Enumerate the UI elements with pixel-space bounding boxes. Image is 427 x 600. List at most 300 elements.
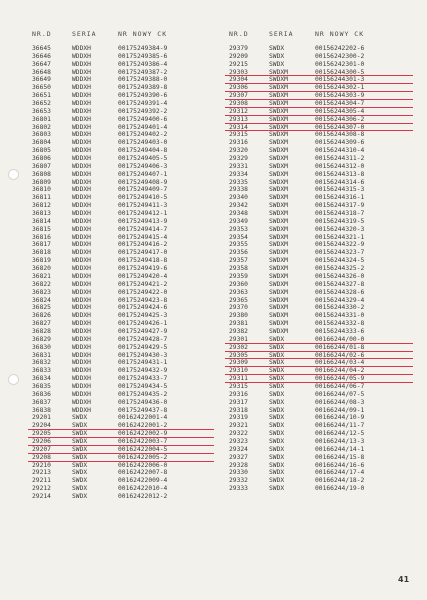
nr-d-cell: 36806 xyxy=(32,155,51,163)
table-row xyxy=(32,249,214,257)
nr-d-cell: 29335 xyxy=(229,178,248,186)
nr-d-cell: 29311 xyxy=(229,375,248,383)
table-row xyxy=(32,430,214,438)
seria-cell: SWDXM xyxy=(269,296,288,304)
nr-d-cell: 29334 xyxy=(229,170,248,178)
nr-nowy-ck-cell: 00162422002-9 xyxy=(118,430,168,438)
nr-nowy-ck-cell: 00156244315-3 xyxy=(315,186,365,194)
seria-cell: SWDX xyxy=(72,445,88,453)
seria-cell: WDDXH xyxy=(72,139,91,147)
seria-cell: SWDX xyxy=(269,406,285,414)
nr-nowy-ck-cell: 00175249430-3 xyxy=(118,351,168,359)
nr-nowy-ck-cell: 00156244317-9 xyxy=(315,202,365,210)
header-nr-nowy-ck: NR NOWY CK xyxy=(118,30,168,38)
nr-nowy-ck-cell: 00175249425-3 xyxy=(118,312,168,320)
seria-cell: WDDXH xyxy=(72,296,91,304)
nr-d-cell: 36837 xyxy=(32,398,51,406)
seria-cell: WDDXH xyxy=(72,100,91,108)
nr-d-cell: 29302 xyxy=(229,343,248,351)
nr-d-cell: 36830 xyxy=(32,343,51,351)
table-row xyxy=(32,367,214,375)
table-row xyxy=(32,352,214,360)
nr-nowy-ck-cell: 00156244307-0 xyxy=(315,123,365,131)
seria-cell: WDDXH xyxy=(72,351,91,359)
nr-nowy-ck-cell: 00175249424-6 xyxy=(118,304,168,312)
nr-d-cell: 29382 xyxy=(229,327,248,335)
table-row xyxy=(32,226,214,234)
nr-d-cell: 29316 xyxy=(229,390,248,398)
nr-d-cell: 36646 xyxy=(32,52,51,60)
seria-cell: SWDX xyxy=(269,414,285,422)
nr-d-cell: 29318 xyxy=(229,406,248,414)
nr-d-cell: 36652 xyxy=(32,100,51,108)
nr-nowy-ck-cell: 00162422006-0 xyxy=(118,461,168,469)
nr-d-cell: 29380 xyxy=(229,312,248,320)
seria-cell: SWDX xyxy=(72,485,88,493)
table-row xyxy=(32,328,214,336)
nr-d-cell: 29323 xyxy=(229,437,248,445)
nr-d-cell: 29212 xyxy=(32,485,51,493)
seria-cell: SWDX xyxy=(72,414,88,422)
table-row xyxy=(229,194,413,202)
seria-cell: SWDX xyxy=(72,422,88,430)
nr-d-cell: 36647 xyxy=(32,60,51,68)
table-row xyxy=(32,407,214,415)
seria-cell: SWDXM xyxy=(269,107,288,115)
table-row xyxy=(32,84,214,92)
nr-nowy-ck-cell: 00156244323-7 xyxy=(315,249,365,257)
nr-d-cell: 36832 xyxy=(32,359,51,367)
column-header xyxy=(32,30,214,42)
seria-cell: WDDXH xyxy=(72,359,91,367)
nr-d-cell: 29206 xyxy=(32,437,51,445)
table-row xyxy=(229,100,413,108)
nr-d-cell: 36645 xyxy=(32,45,51,52)
table-row xyxy=(32,336,214,344)
table-row xyxy=(32,116,214,124)
nr-nowy-ck-cell: 00175249427-9 xyxy=(118,327,168,335)
table-row xyxy=(32,297,214,305)
nr-d-cell: 29209 xyxy=(229,52,248,60)
nr-nowy-ck-cell: 00156242202-6 xyxy=(315,45,365,52)
nr-nowy-ck-cell: 00166244/14-1 xyxy=(315,445,365,453)
seria-cell: WDDXH xyxy=(72,406,91,414)
nr-nowy-ck-cell: 00166244/05-9 xyxy=(315,375,365,383)
table-row xyxy=(32,179,214,187)
nr-nowy-ck-cell: 00175249417-0 xyxy=(118,249,168,257)
seria-cell: WDDXH xyxy=(72,210,91,218)
seria-cell: SWDX xyxy=(72,477,88,485)
nr-nowy-ck-cell: 00156244318-7 xyxy=(315,210,365,218)
seria-cell: SWDXM xyxy=(269,178,288,186)
nr-nowy-ck-cell: 00175249436-0 xyxy=(118,398,168,406)
seria-cell: SWDXM xyxy=(269,115,288,123)
nr-nowy-ck-cell: 00156244321-1 xyxy=(315,233,365,241)
table-row xyxy=(229,477,413,485)
nr-nowy-ck-cell: 00175249391-4 xyxy=(118,100,168,108)
table-row xyxy=(32,375,214,383)
table-row xyxy=(32,202,214,210)
nr-nowy-ck-cell: 00162422005-2 xyxy=(118,453,168,461)
table-row xyxy=(32,312,214,320)
seria-cell: WDDXH xyxy=(72,131,91,139)
nr-d-cell: 36818 xyxy=(32,249,51,257)
nr-d-cell: 36838 xyxy=(32,406,51,414)
nr-d-cell: 29314 xyxy=(229,123,248,131)
table-row xyxy=(32,194,214,202)
seria-cell: WDDXH xyxy=(72,186,91,194)
seria-cell: WDDXH xyxy=(72,390,91,398)
table-row xyxy=(32,108,214,116)
table-row xyxy=(229,375,413,383)
table-row xyxy=(229,336,413,344)
seria-cell: SWDXM xyxy=(269,304,288,312)
nr-nowy-ck-cell: 00175249433-7 xyxy=(118,375,168,383)
seria-cell: SWDX xyxy=(269,343,285,351)
nr-d-cell: 36819 xyxy=(32,257,51,265)
table-row xyxy=(32,100,214,108)
nr-nowy-ck-cell: 00156244324-5 xyxy=(315,257,365,265)
seria-cell: WDDXH xyxy=(72,398,91,406)
table-row xyxy=(229,320,413,328)
nr-nowy-ck-cell: 00156244328-6 xyxy=(315,288,365,296)
seria-cell: WDDXH xyxy=(72,249,91,257)
table-row xyxy=(32,241,214,249)
seria-cell: SWDX xyxy=(269,335,285,343)
nr-d-cell: 36812 xyxy=(32,202,51,210)
nr-d-cell: 29342 xyxy=(229,202,248,210)
nr-d-cell: 29316 xyxy=(229,139,248,147)
nr-nowy-ck-cell: 00175249419-6 xyxy=(118,265,168,273)
nr-d-cell: 36820 xyxy=(32,265,51,273)
nr-d-cell: 29370 xyxy=(229,304,248,312)
nr-nowy-ck-cell: 00175249434-5 xyxy=(118,382,168,390)
table-row xyxy=(32,234,214,242)
nr-nowy-ck-cell: 00162422004-5 xyxy=(118,445,168,453)
nr-d-cell: 29201 xyxy=(32,414,51,422)
seria-cell: SWDXM xyxy=(269,92,288,100)
table-row xyxy=(229,234,413,242)
seria-cell: SWDXM xyxy=(269,202,288,210)
seria-cell: SWDX xyxy=(72,453,88,461)
nr-d-cell: 29360 xyxy=(229,280,248,288)
table-row xyxy=(229,462,413,470)
table-row xyxy=(229,399,413,407)
nr-nowy-ck-cell: 00156242300-2 xyxy=(315,52,365,60)
column-header xyxy=(229,30,413,42)
left-column xyxy=(32,30,214,501)
seria-cell: WDDXH xyxy=(72,178,91,186)
nr-d-cell: 29307 xyxy=(229,92,248,100)
table-row xyxy=(229,124,413,132)
seria-cell: WDDXH xyxy=(72,382,91,390)
nr-nowy-ck-cell: 00156244300-5 xyxy=(315,68,365,76)
nr-d-cell: 29205 xyxy=(32,430,51,438)
nr-nowy-ck-cell: 00156244326-0 xyxy=(315,272,365,280)
table-row xyxy=(229,257,413,265)
nr-nowy-ck-cell: 00166244/13-3 xyxy=(315,437,365,445)
nr-nowy-ck-cell: 00156244306-2 xyxy=(315,115,365,123)
table-row xyxy=(229,155,413,163)
table-row xyxy=(229,469,413,477)
seria-cell: SWDXM xyxy=(269,327,288,335)
nr-nowy-ck-cell: 00166244/16-6 xyxy=(315,461,365,469)
nr-d-cell: 29358 xyxy=(229,265,248,273)
nr-nowy-ck-cell: 00166244/15-8 xyxy=(315,453,365,461)
nr-nowy-ck-cell: 00156244332-8 xyxy=(315,320,365,328)
table-row xyxy=(32,61,214,69)
table-row xyxy=(229,61,413,69)
table-row xyxy=(229,289,413,297)
table-row xyxy=(32,155,214,163)
seria-cell: SWDXM xyxy=(269,288,288,296)
table-row xyxy=(32,344,214,352)
nr-d-cell: 36816 xyxy=(32,233,51,241)
nr-d-cell: 36803 xyxy=(32,131,51,139)
header-seria: SERIA xyxy=(269,30,294,38)
seria-cell: WDDXH xyxy=(72,115,91,123)
nr-nowy-ck-cell: 00156244312-0 xyxy=(315,162,365,170)
table-row xyxy=(32,493,214,501)
table-row xyxy=(229,179,413,187)
seria-cell: SWDX xyxy=(269,398,285,406)
nr-d-cell: 36809 xyxy=(32,178,51,186)
nr-d-cell: 36650 xyxy=(32,84,51,92)
nr-nowy-ck-cell: 00175249401-4 xyxy=(118,123,168,131)
seria-cell: SWDXM xyxy=(269,210,288,218)
seria-cell: SWDX xyxy=(269,461,285,469)
nr-d-cell: 36825 xyxy=(32,304,51,312)
seria-cell: SWDX xyxy=(72,461,88,469)
header-seria: SERIA xyxy=(72,30,97,38)
seria-cell: WDDXH xyxy=(72,265,91,273)
nr-nowy-ck-cell: 00175249392-2 xyxy=(118,107,168,115)
nr-nowy-ck-cell: 00175249420-4 xyxy=(118,272,168,280)
nr-d-cell: 29333 xyxy=(229,485,248,493)
table-row xyxy=(229,485,413,493)
seria-cell: WDDXH xyxy=(72,257,91,265)
seria-cell: WDDXH xyxy=(72,343,91,351)
nr-d-cell: 29359 xyxy=(229,272,248,280)
nr-nowy-ck-cell: 00175249418-8 xyxy=(118,257,168,265)
nr-nowy-ck-cell: 00166244/12-5 xyxy=(315,430,365,438)
nr-nowy-ck-cell: 00166244/10-9 xyxy=(315,414,365,422)
punch-hole xyxy=(8,169,19,180)
nr-nowy-ck-cell: 00166244/07-5 xyxy=(315,390,365,398)
nr-nowy-ck-cell: 00175249409-7 xyxy=(118,186,168,194)
nr-d-cell: 36827 xyxy=(32,320,51,328)
seria-cell: SWDXM xyxy=(269,162,288,170)
nr-nowy-ck-cell: 00175249390-6 xyxy=(118,92,168,100)
table-row xyxy=(32,391,214,399)
nr-nowy-ck-cell: 00175249402-2 xyxy=(118,131,168,139)
nr-d-cell: 29319 xyxy=(229,414,248,422)
nr-d-cell: 29329 xyxy=(229,155,248,163)
seria-cell: WDDXH xyxy=(72,304,91,312)
nr-d-cell: 29317 xyxy=(229,398,248,406)
nr-nowy-ck-cell: 00175249429-5 xyxy=(118,343,168,351)
table-row xyxy=(229,45,413,53)
seria-cell: SWDXM xyxy=(269,257,288,265)
table-row xyxy=(32,383,214,391)
nr-d-cell: 29363 xyxy=(229,288,248,296)
nr-d-cell: 29327 xyxy=(229,453,248,461)
nr-nowy-ck-cell: 00175249416-2 xyxy=(118,241,168,249)
nr-nowy-ck-cell: 00156244311-2 xyxy=(315,155,365,163)
seria-cell: SWDXM xyxy=(269,280,288,288)
nr-nowy-ck-cell: 00175249422-0 xyxy=(118,288,168,296)
nr-nowy-ck-cell: 00156244313-8 xyxy=(315,170,365,178)
nr-d-cell: 29322 xyxy=(229,430,248,438)
nr-d-cell: 36810 xyxy=(32,186,51,194)
punch-hole xyxy=(8,374,19,385)
table-row xyxy=(32,218,214,226)
seria-cell: WDDXH xyxy=(72,162,91,170)
table-row xyxy=(229,210,413,218)
nr-nowy-ck-cell: 00166244/11-7 xyxy=(315,422,365,430)
nr-nowy-ck-cell: 00175249414-7 xyxy=(118,225,168,233)
nr-d-cell: 36831 xyxy=(32,351,51,359)
seria-cell: SWDX xyxy=(269,469,285,477)
nr-d-cell: 36826 xyxy=(32,312,51,320)
nr-d-cell: 29211 xyxy=(32,477,51,485)
seria-cell: SWDXM xyxy=(269,320,288,328)
seria-cell: SWDX xyxy=(269,351,285,359)
seria-cell: WDDXH xyxy=(72,84,91,92)
nr-nowy-ck-cell: 00175249428-7 xyxy=(118,335,168,343)
seria-cell: WDDXH xyxy=(72,367,91,375)
seria-cell: SWDXM xyxy=(269,76,288,84)
nr-d-cell: 29356 xyxy=(229,249,248,257)
table-row xyxy=(32,454,214,462)
nr-nowy-ck-cell: 00175249407-1 xyxy=(118,170,168,178)
header-nr-nowy-ck: NR NOWY CK xyxy=(315,30,365,38)
nr-d-cell: 36836 xyxy=(32,390,51,398)
nr-d-cell: 36811 xyxy=(32,194,51,202)
right-rows xyxy=(229,45,413,493)
seria-cell: SWDXM xyxy=(269,84,288,92)
table-row xyxy=(229,241,413,249)
nr-d-cell: 29304 xyxy=(229,76,248,84)
seria-cell: SWDX xyxy=(269,60,285,68)
nr-d-cell: 36814 xyxy=(32,217,51,225)
nr-d-cell: 29354 xyxy=(229,233,248,241)
seria-cell: SWDX xyxy=(269,390,285,398)
nr-d-cell: 29309 xyxy=(229,359,248,367)
nr-d-cell: 29213 xyxy=(32,469,51,477)
table-row xyxy=(32,273,214,281)
nr-nowy-ck-cell: 00156244322-9 xyxy=(315,241,365,249)
nr-d-cell: 29301 xyxy=(229,335,248,343)
nr-d-cell: 29331 xyxy=(229,162,248,170)
seria-cell: SWDXM xyxy=(269,155,288,163)
nr-nowy-ck-cell: 00166244/00-0 xyxy=(315,335,365,343)
nr-d-cell: 36802 xyxy=(32,123,51,131)
nr-d-cell: 29349 xyxy=(229,217,248,225)
seria-cell: SWDXM xyxy=(269,131,288,139)
nr-nowy-ck-cell: 00156244329-4 xyxy=(315,296,365,304)
table-row xyxy=(32,320,214,328)
seria-cell: SWDXM xyxy=(269,249,288,257)
seria-cell: SWDX xyxy=(269,445,285,453)
seria-cell: WDDXH xyxy=(72,92,91,100)
nr-d-cell: 29381 xyxy=(229,320,248,328)
seria-cell: SWDXM xyxy=(269,241,288,249)
nr-nowy-ck-cell: 00175249437-8 xyxy=(118,406,168,414)
nr-nowy-ck-cell: 00156242301-0 xyxy=(315,60,365,68)
nr-nowy-ck-cell: 00166244/04-2 xyxy=(315,367,365,375)
nr-d-cell: 36817 xyxy=(32,241,51,249)
table-row xyxy=(229,147,413,155)
nr-nowy-ck-cell: 00162422007-8 xyxy=(118,469,168,477)
seria-cell: SWDXM xyxy=(269,186,288,194)
seria-cell: SWDXM xyxy=(269,68,288,76)
nr-d-cell: 36807 xyxy=(32,162,51,170)
nr-nowy-ck-cell: 00156244302-1 xyxy=(315,84,365,92)
nr-nowy-ck-cell: 00156244305-4 xyxy=(315,107,365,115)
nr-nowy-ck-cell: 00175249432-9 xyxy=(118,367,168,375)
seria-cell: WDDXH xyxy=(72,45,91,52)
nr-nowy-ck-cell: 00156244304-7 xyxy=(315,100,365,108)
table-row xyxy=(229,273,413,281)
table-row xyxy=(32,210,214,218)
nr-d-cell: 29338 xyxy=(229,186,248,194)
nr-d-cell: 29328 xyxy=(229,461,248,469)
table-row xyxy=(229,446,413,454)
nr-d-cell: 36833 xyxy=(32,367,51,375)
nr-nowy-ck-cell: 00175249413-9 xyxy=(118,217,168,225)
table-row xyxy=(32,438,214,446)
nr-d-cell: 36824 xyxy=(32,296,51,304)
nr-nowy-ck-cell: 00156244301-3 xyxy=(315,76,365,84)
nr-d-cell: 29340 xyxy=(229,194,248,202)
seria-cell: SWDXM xyxy=(269,312,288,320)
table-row xyxy=(32,485,214,493)
nr-nowy-ck-cell: 00156244320-3 xyxy=(315,225,365,233)
nr-nowy-ck-cell: 00166244/19-0 xyxy=(315,485,365,493)
seria-cell: WDDXH xyxy=(72,335,91,343)
seria-cell: SWDXM xyxy=(269,225,288,233)
seria-cell: WDDXH xyxy=(72,320,91,328)
table-row xyxy=(229,108,413,116)
table-row xyxy=(32,462,214,470)
nr-d-cell: 29204 xyxy=(32,422,51,430)
table-row xyxy=(229,226,413,234)
seria-cell: SWDX xyxy=(269,430,285,438)
nr-nowy-ck-cell: 00175249387-2 xyxy=(118,68,168,76)
table-row xyxy=(229,328,413,336)
seria-cell: WDDXH xyxy=(72,327,91,335)
table-row xyxy=(229,367,413,375)
nr-nowy-ck-cell: 00162422012-2 xyxy=(118,492,168,500)
nr-nowy-ck-cell: 00175249406-3 xyxy=(118,162,168,170)
table-row xyxy=(229,69,413,77)
seria-cell: WDDXH xyxy=(72,147,91,155)
seria-cell: WDDXH xyxy=(72,288,91,296)
nr-d-cell: 29365 xyxy=(229,296,248,304)
table-row xyxy=(32,281,214,289)
nr-nowy-ck-cell: 00156244330-2 xyxy=(315,304,365,312)
table-row xyxy=(229,84,413,92)
seria-cell: SWDX xyxy=(269,485,285,493)
nr-nowy-ck-cell: 00162422009-4 xyxy=(118,477,168,485)
seria-cell: WDDXH xyxy=(72,76,91,84)
nr-nowy-ck-cell: 00156244303-9 xyxy=(315,92,365,100)
seria-cell: SWDXM xyxy=(269,100,288,108)
seria-cell: WDDXH xyxy=(72,217,91,225)
table-row xyxy=(32,289,214,297)
table-row xyxy=(32,265,214,273)
